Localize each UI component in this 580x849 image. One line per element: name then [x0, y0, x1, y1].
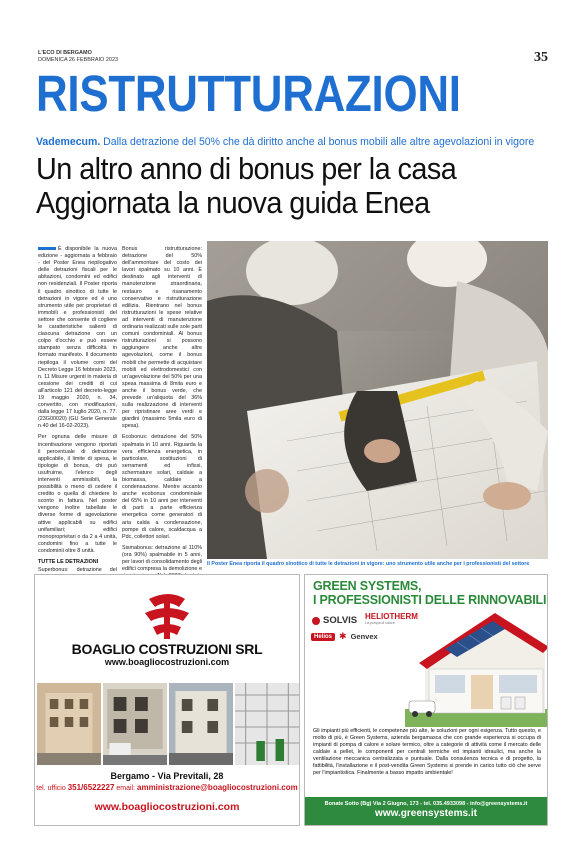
page-number: 35 [534, 50, 548, 65]
ad-brand-logos [311, 612, 418, 642]
ad-green-body: Gli impianti più efficienti, le competenze più alte, le soluzioni per ogni esigenza. Tutto questo, e molto di più, è Green Systems, azienda bergamasca che con grande esperienza si occupa di impianti di pompa di calore e solare termico, oltre a categorie di attività come il mercato delle caldaie a pellet, le componenti per centrali termiche ed impianti idraulici, ma anche la ventilazione meccanica centralizzata e puntuale. Dalla consulenza tecnica e di progetto, la fattibilità, l'installazione e il post-vendita Green Systems si prende in carico tutto ciò che serve per l'impiantistica. Finalmente a basso impatto ambientale! [313, 728, 541, 776]
lead-bar [38, 247, 56, 250]
newspaper-name: L'ECO DI BERGAMO [38, 50, 92, 56]
article-paragraph: Bonus ristrutturazione: detrazione del 50% dell'ammontare del costo dei lavori spalmato su 10 anni. È destinato agli interventi di manutenzione straordinaria, restauro e risanamento conservativo e ristrutturazione edilizia. Rientrano nel bonus ristrutturazioni le spese relative ad interventi di manutenzione ordinaria realizzati sulle sole parti comuni condominiali. Al bonus ristrutturazioni si possono aggiungere anche altre agevolazioni, come il bonus mobili che permette di acquistare mobili ed elettrodomestici con un'agevolazione del 50% per una spesa massima di 8mila euro e anche il bonus verde, che prevede un'aliquota del 36% sulla realizzazione di interventi per ripristinare aree verdi e giardini (massimo 5mila euro di spesa). [122, 246, 202, 430]
ad-green-footer [305, 797, 547, 826]
ad-website-bottom[interactable]: www.boagliocostruzioni.com [94, 801, 240, 813]
ad-website-top[interactable]: www.boagliocostruzioni.com [104, 657, 230, 667]
building-photo [37, 683, 101, 765]
heliotherm-tagline: La pompa di calore [365, 621, 395, 625]
ad-photo-strip [37, 683, 299, 765]
building-photo [235, 683, 299, 765]
ad-company-name: BOAGLIO COSTRUZIONI SRL [71, 641, 263, 657]
article-paragraph: Sismabonus: detrazione al 110% (ora 90%) spalmabile in 5 anni, per lavori di consolidamento degli edifici compresa la demolizione e [122, 544, 203, 573]
fan-icon: ✱ [339, 631, 347, 641]
email-address[interactable]: amministrazione@boagliocostruzioni.com [137, 783, 298, 792]
headline-line-1: Un altro anno di bonus per la casa [36, 151, 457, 186]
article-subhead: TUTTE LE DETRAZIONI [38, 559, 99, 566]
boaglio-logo [139, 591, 195, 643]
kicker-text: Dalla detrazione del 50% che dà diritto anche al bonus mobili alle altre agevolazioni in vigore [100, 136, 535, 148]
building-photo [103, 683, 167, 765]
ad-green-title: GREEN SYSTEMS, I PROFESSIONISTI DELLE RINNOVABILI [313, 579, 547, 607]
ad-contacts [35, 783, 299, 792]
workers-blueprint-image [207, 241, 548, 559]
article-paragraph: Superbonus: detrazione del [38, 567, 117, 574]
kicker-lead: Vademecum. [36, 136, 101, 148]
article-photo [207, 241, 548, 559]
article-paragraph: Per ognuna delle misure di incentivazione vengono riportati il percentuale di detrazione applicabile, il limite di spesa, le tipologie di bonus, chi può usufruirne, l'elenco degli interventi ammissibili, la possibilità o meno di cedere il credito o quella di chiedere lo sconto in fattura. Nel poster vengono inoltre tabellate le diverse forme di agevolazione attive applicabili su edifici unifamiliari; edifici monoproprietari o da 2 a 4 unità, condomini fino a tutte le condominii oltre 8 unità. [38, 434, 117, 554]
genvex-logo: Genvex [350, 632, 378, 641]
building-photo [169, 683, 233, 765]
masthead [38, 50, 118, 64]
helios-logo: Helios [311, 633, 335, 641]
headline [36, 152, 510, 220]
ad-address: Bergamo - Via Previtali, 28 [110, 771, 224, 781]
ad-green-website[interactable]: www.greensystems.it [375, 808, 477, 819]
solvis-icon [311, 616, 321, 626]
brand-row [311, 631, 407, 642]
kicker [36, 135, 535, 149]
ad-green-address: Bonate Sotto (Bg) Via 2 Giugno, 173 - tel. 035.4933098 - info@greensystems.it [324, 801, 528, 807]
issue-date: DOMENICA 26 FEBBRAIO 2023 [38, 57, 119, 63]
tel-number[interactable]: 351/6522227 [67, 783, 115, 792]
solvis-logo: SOLVIS [311, 615, 407, 626]
email-label: email: [116, 785, 136, 792]
headline-line-2: Aggiornata la nuova guida Enea [36, 185, 430, 220]
solar-house-illustration [405, 609, 548, 727]
heliotherm-logo: HELIOTHERM [365, 612, 418, 621]
section-title: RISTRUTTURAZIONI [36, 65, 461, 122]
ad-boaglio[interactable] [34, 574, 300, 826]
ad-green-systems[interactable] [304, 574, 548, 826]
photo-caption: Il Poster Enea riporta il quadro sinottico di tutte le detrazioni in vigore: uno strumento utile anche per i professionisti del settore [207, 561, 530, 567]
article-paragraph: È disponibile la nuova edizione - aggiornata a febbraio - del Poster Enea riepilogativo delle detrazioni fiscali per le abitazioni, condomini ed edifici non residenziali. Il Poster riporta il quadro sinottico di tutte le detrazioni in vigore ed è uno strumento utile per proprietari di immobili e professionisti del settore che consente di cogliere le caratteristiche salienti di ciascuna detrazione con un colpo d'occhio e può essere stampato senza difficoltà in formato manifesto. Il documento riepiloga il volume comi del Decreto Legge 16 febbraio 2023, n. 11 Misure urgenti in materia di cessione dei crediti di cui all'articolo 121 del decreto-legge 19 maggio 2020, n. 34, convertito, con modificazioni, dalla legge 17 luglio 2020, n. 77. (23G00020) (GU Serie Generale n.40 del 16-02-2023). [38, 246, 117, 430]
article-column-1 [38, 246, 117, 628]
article-paragraph: Ecobonus: detrazione del 50% spalmata in 10 anni. Riguarda la vera efficienza energetica, in particolare, sostituzioni di serramenti ed infissi, schermature solari, caldaie a biomassa, caldaie a condensazione. Mentre accanto anche ecobonus condominiale del 65% in 10 anni per interventi di parti a parte efficienza energetica come generatori di aria calda a condensazione, pompe di calore, scaldacqua a Pdc, collettori solari. [122, 434, 202, 540]
tel-label: tel. ufficio [36, 785, 66, 792]
